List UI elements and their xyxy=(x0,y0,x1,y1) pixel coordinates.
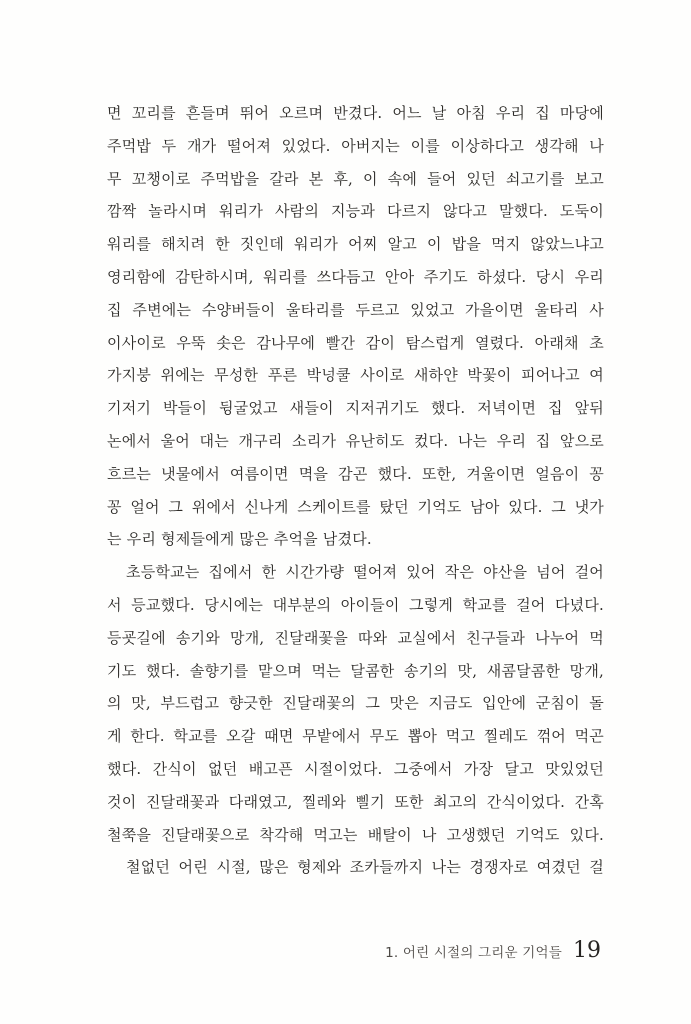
text-line: 서 등교했다. 당시에는 대부분의 아이들이 그렇게 학교를 걸어 다녔다. xyxy=(107,595,604,614)
text-line: 영리함에 감탄하시며, 워리를 쓰다듬고 안아 주기도 하셨다. 당시 우리 xyxy=(107,267,604,286)
text-line: 흐르는 냇물에서 여름이면 멱을 감곤 했다. 또한, 겨울이면 얼음이 꽁 xyxy=(107,464,604,483)
text-line: 것이 진달래꽃과 다래였고, 찔레와 삘기 또한 최고의 간식이었다. 간혹 xyxy=(107,792,604,811)
text-line: 기도 했다. 솔향기를 맡으며 먹는 달콤한 송기의 맛, 새콤달콤한 망개, xyxy=(107,661,604,680)
text-line: 는 우리 형제들에게 많은 추억을 남겼다. xyxy=(107,530,372,549)
text-line: 워리를 해치려 한 짓인데 워리가 어찌 알고 이 밥을 먹지 않았느냐고 xyxy=(107,235,604,254)
text-line: 주먹밥 두 개가 떨어져 있었다. 아버지는 이를 이상하다고 생각해 나 xyxy=(107,136,604,155)
text-line: 철쭉을 진달래꽃으로 착각해 먹고는 배탈이 나 고생했던 기억도 있다. xyxy=(107,825,604,844)
page-footer xyxy=(107,938,601,963)
text-line: 등굣길에 송기와 망개, 진달래꽃을 따와 교실에서 친구들과 나누어 먹 xyxy=(107,628,604,647)
text-line: 철없던 어린 시절, 많은 형제와 조카들까지 나는 경쟁자로 여겼던 걸 xyxy=(126,858,604,877)
text-line: 했다. 간식이 없던 배고픈 시절이었다. 그중에서 가장 달고 맛있었던 xyxy=(107,759,604,778)
text-line: 기저기 박들이 뒹굴었고 새들이 지저귀기도 했다. 저녁이면 집 앞뒤 xyxy=(107,399,604,418)
text-line: 이사이로 우뚝 솟은 감나무에 빨간 감이 탐스럽게 열렸다. 아래채 초 xyxy=(107,333,604,352)
text-line: 꽁 얼어 그 위에서 신나게 스케이트를 탔던 기억도 남아 있다. 그 냇가 xyxy=(107,497,604,516)
text-line: 의 맛, 부드럽고 향긋한 진달래꽃의 그 맛은 지금도 입안에 군침이 돌 xyxy=(107,694,605,713)
text-line: 가지붕 위에는 무성한 푸른 박넝쿨 사이로 새하얀 박꽃이 피어나고 여 xyxy=(107,366,604,385)
body-text xyxy=(107,97,604,884)
text-line: 깜짝 놀라시며 워리가 사람의 지능과 다르지 않다고 말했다. 도둑이 xyxy=(107,202,604,221)
text-line: 무 꼬챙이로 주먹밥을 갈라 본 후, 이 속에 들어 있던 쇠고기를 보고 xyxy=(107,169,604,188)
text-line: 집 주변에는 수양버들이 울타리를 두르고 있었고 가을이면 울타리 사 xyxy=(107,300,604,319)
footer-page-number: 19 xyxy=(573,938,601,963)
text-line: 게 한다. 학교를 오갈 때면 무밭에서 무도 뽑아 먹고 찔레도 꺾어 먹곤 xyxy=(107,727,604,746)
text-line: 면 꼬리를 흔들며 뛰어 오르며 반겼다. 어느 날 아침 우리 집 마당에 xyxy=(107,104,604,122)
footer-chapter-title: 1. 어린 시절의 그리운 기억들 xyxy=(385,945,562,961)
text-line: 논에서 울어 대는 개구리 소리가 유난히도 컸다. 나는 우리 집 앞으로 xyxy=(107,431,604,450)
text-line: 초등학교는 집에서 한 시간가량 떨어져 있어 작은 야산을 넘어 걸어 xyxy=(126,563,604,582)
